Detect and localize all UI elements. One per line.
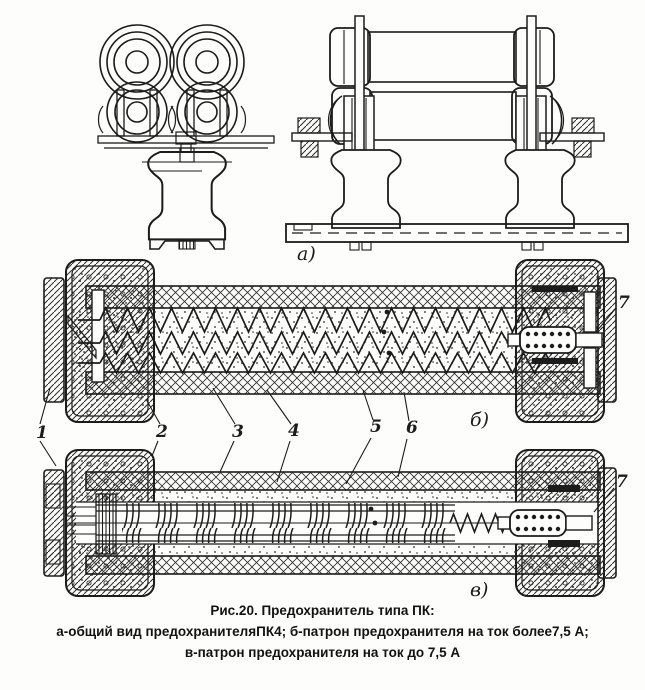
part-label-3: 3 xyxy=(232,422,244,442)
part-label-1: 1 xyxy=(36,423,48,443)
fuse-clamp-front-right xyxy=(169,25,246,142)
part-label-7-b: 7 xyxy=(618,293,630,313)
insulator-front xyxy=(142,148,232,249)
caption-line-v: в-патрон предохранителя на ток до 7,5 А xyxy=(184,644,461,660)
clamp-post-right xyxy=(527,16,536,162)
caption-line-a-b: а-общий вид предохранителяПК4; б-патрон предохранителя на ток более7,5 А; xyxy=(56,623,589,639)
view-label-b: б) xyxy=(470,409,490,431)
front-view xyxy=(98,25,274,249)
view-label-a: а) xyxy=(297,243,316,265)
insulator-side-right xyxy=(505,150,574,228)
side-view xyxy=(286,16,628,250)
part-label-4: 4 xyxy=(288,421,300,441)
insulator-side-left xyxy=(331,150,400,228)
contact-disc-left-v xyxy=(44,470,64,576)
caption-title: Рис.20. Предохранитель типа ПК: xyxy=(210,603,435,618)
view-label-v: в) xyxy=(470,579,489,600)
clamp-post-left xyxy=(355,16,364,162)
cartridge-section-v xyxy=(44,450,616,596)
fuse-clamp-front-left xyxy=(99,25,176,142)
cartridge-section-b xyxy=(44,260,616,422)
part-label-6: 6 xyxy=(406,418,418,438)
figure-caption xyxy=(0,601,645,664)
part-label-2: 2 xyxy=(156,422,168,442)
part-label-5: 5 xyxy=(370,417,382,437)
part-label-7-v: 7 xyxy=(616,472,628,492)
